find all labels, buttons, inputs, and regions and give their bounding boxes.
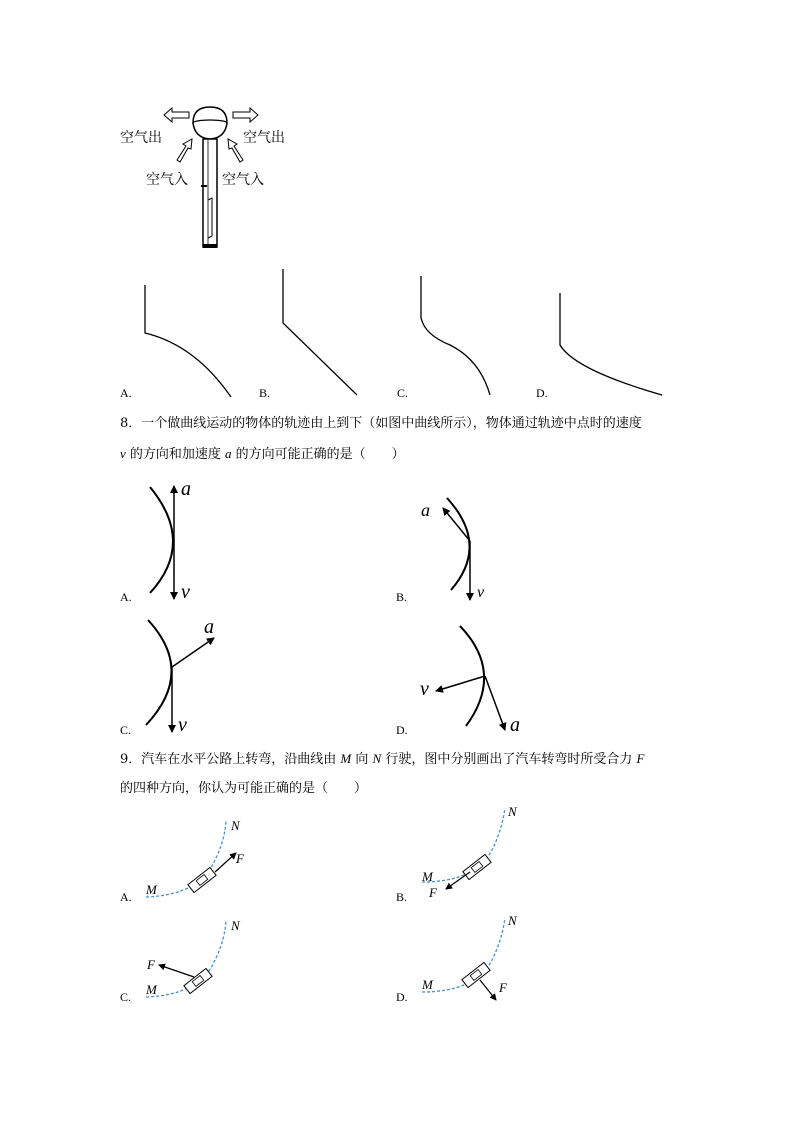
q9-option-c: C. xyxy=(120,990,132,1004)
q9-option-a: A. xyxy=(120,890,132,904)
q8-b-label-a: a xyxy=(421,500,430,520)
air-out-right-label: 空气出 xyxy=(243,130,285,146)
q9-c-car xyxy=(184,968,212,993)
q8-a-symbol: a xyxy=(225,446,232,461)
q8-option-a: A. xyxy=(120,590,132,604)
q9-a-label-n: N xyxy=(231,818,240,833)
q9-line2: 的四种方向，你认为可能正确的是（ ） xyxy=(120,781,368,796)
q9-a-label-f: F xyxy=(236,851,244,866)
q8-b-label-v: v xyxy=(477,584,485,601)
q7-option-c: C. xyxy=(397,386,409,400)
q9-c-label-f: F xyxy=(147,957,155,972)
q8-d-label-v: v xyxy=(420,678,429,700)
air-in-left-label: 空气入 xyxy=(146,172,188,188)
q8-a-label-a: a xyxy=(181,478,191,500)
q7-option-a: A. xyxy=(120,386,132,400)
q7-option-d: D. xyxy=(536,386,548,400)
q9-d-label-m: M xyxy=(422,977,433,992)
air-out-left-label: 空气出 xyxy=(120,130,162,146)
q8-option-d: D. xyxy=(396,723,408,737)
air-in-right-label: 空气入 xyxy=(222,172,264,188)
q9-d-label-n: N xyxy=(508,913,517,928)
q8-c-label-a: a xyxy=(204,616,214,638)
q9-b-label-n: N xyxy=(508,804,517,819)
q9-c-label-m: M xyxy=(146,982,157,997)
q8-line1: 8．一个做曲线运动的物体的轨迹由上到下（如图中曲线所示），物体通过轨迹中点时的速度 xyxy=(120,416,642,431)
q8-v-symbol: v xyxy=(120,446,126,461)
q8-line2: v 的方向和加速度 a 的方向可能正确的是（ ） xyxy=(120,446,405,462)
q9-a-car xyxy=(188,867,216,892)
q8-option-c: C. xyxy=(120,723,132,737)
q9-b-label-m: M xyxy=(422,869,433,884)
q8-option-b: B. xyxy=(396,590,408,604)
q9-d-label-f: F xyxy=(499,980,507,995)
q8-a-label-v: v xyxy=(181,581,190,603)
q9-b-car xyxy=(463,854,491,879)
q9-option-b: B. xyxy=(396,890,408,904)
q8-c-label-v: v xyxy=(178,714,187,736)
q9-option-d: D. xyxy=(396,990,408,1004)
q9-c-label-n: N xyxy=(231,918,240,933)
q9-b-label-f: F xyxy=(429,885,437,900)
q9-a-label-m: M xyxy=(146,882,157,897)
q7-option-b: B. xyxy=(259,386,271,400)
q9-d-car xyxy=(462,962,490,987)
q9-line1: 9．汽车在水平公路上转弯，沿曲线由 M 向 N 行驶，图中分别画出了汽车转弯时所受合力 F xyxy=(120,751,645,767)
q8-d-label-a: a xyxy=(510,714,520,736)
q9-a-path xyxy=(146,820,226,897)
